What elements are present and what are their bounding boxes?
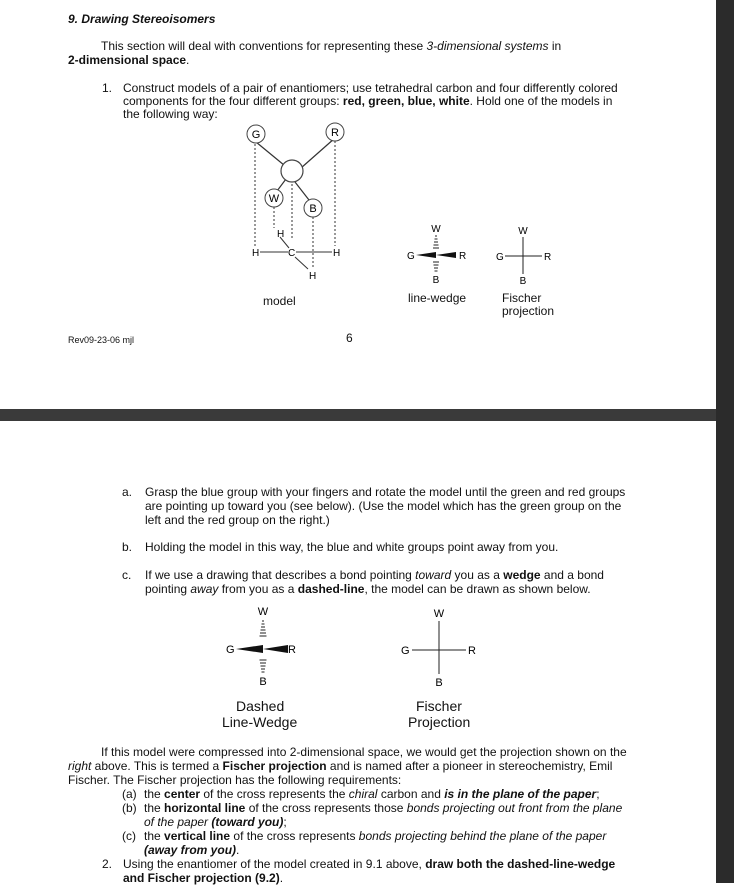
page-number: 6	[346, 331, 353, 345]
page-gap	[0, 409, 716, 421]
model-h-top: H	[277, 229, 285, 240]
model-h-right: H	[333, 248, 341, 259]
step-b-label: b.	[122, 540, 133, 554]
intro-line-2: 2-dimensional space.	[68, 53, 190, 67]
req-b-line-1: the horizontal line of the cross represents those bonds projecting out front from the plane	[144, 801, 623, 815]
fischer-projection-small	[492, 222, 560, 288]
line-wedge-caption: line-wedge	[408, 291, 467, 305]
model-drawing	[240, 118, 360, 293]
item-2-line-1: Using the enantiomer of the model created in 9.1 above, draw both the dashed-line-wedge	[123, 857, 616, 871]
model-h-left: H	[252, 248, 260, 259]
para-line-3: Fischer. The Fischer projection has the following requirements:	[68, 773, 402, 787]
model-caption: model	[263, 294, 296, 308]
lw-big-w: W	[257, 606, 269, 618]
fp-small-r: R	[544, 252, 552, 263]
req-c-label: (c)	[122, 829, 136, 843]
lw-big-b: B	[259, 676, 267, 688]
dashed-caption-2: Line-Wedge	[222, 714, 298, 730]
req-b-label: (b)	[122, 801, 137, 815]
step-c-line-2: pointing away from you as a dashed-line, the model can be drawn as shown below.	[145, 582, 591, 596]
fischer-caption-1: Fischer	[502, 291, 542, 305]
lw-small-g: G	[407, 251, 415, 262]
fischer-caption-2: projection	[502, 304, 555, 318]
dashed-line-wedge	[222, 604, 302, 688]
lw-small-b: B	[432, 275, 440, 286]
model-c: C	[288, 248, 296, 259]
step-a-label: a.	[122, 485, 133, 499]
fischer-big-caption-2: Projection	[408, 714, 471, 730]
line-wedge-small	[402, 222, 476, 288]
item-1-line-2: components for the four different groups: red, green, blue, white. Hold one of the models in	[123, 94, 613, 108]
fp-small-b: B	[519, 276, 527, 287]
fp-big-r: R	[468, 645, 476, 657]
section-heading	[68, 12, 215, 26]
req-b-line-2: of the paper (toward you);	[144, 815, 287, 829]
intro-line-1: This section will deal with conventions for representing these 3-dimensional systems in	[101, 39, 562, 53]
revision-note: Rev09-23-06 mjl	[68, 335, 135, 345]
fp-small-g: G	[496, 252, 504, 263]
lw-big-r: R	[288, 644, 296, 656]
step-a-line-2: are pointing up toward you (see below). (Use the model which has the green group on the	[145, 499, 622, 513]
item-2-number: 2.	[102, 857, 113, 871]
fp-big-b: B	[435, 677, 443, 688]
item-2-line-2: and Fischer projection (9.2).	[123, 871, 284, 885]
para-line-2: right above. This is termed a Fischer projection and is named after a pioneer in stereochemistry, Emil	[68, 759, 613, 773]
page-6	[0, 0, 716, 409]
model-h-bottom: H	[309, 271, 317, 282]
lw-small-r: R	[459, 251, 467, 262]
req-a-label: (a)	[122, 787, 137, 801]
req-a-text: the center of the cross represents the chiral carbon and is in the plane of the paper;	[144, 787, 600, 801]
para-line-1: If this model were compressed into 2-dimensional space, we would get the projection shown on the	[101, 745, 627, 759]
lw-big-g: G	[226, 644, 235, 656]
step-c-label: c.	[122, 568, 132, 582]
white-ball-label: W	[268, 193, 280, 205]
green-ball-label: G	[251, 129, 261, 141]
step-b-text: Holding the model in this way, the blue and white groups point away from you.	[145, 540, 559, 554]
step-c-line-1: If we use a drawing that describes a bond pointing toward you as a wedge and a bond	[145, 568, 604, 582]
req-c-line-2: (away from you).	[144, 843, 240, 857]
fp-small-w: W	[518, 226, 528, 237]
section-number: 9.	[68, 12, 79, 26]
blue-ball-label: B	[309, 203, 317, 215]
lw-small-w: W	[431, 224, 441, 235]
req-c-line-1: the vertical line of the cross represents bonds projecting behind the plane of the paper	[144, 829, 607, 843]
item-1-line-1: Construct models of a pair of enantiomers; use tetrahedral carbon and four differently colored	[123, 81, 618, 95]
step-a-line-1: Grasp the blue group with your fingers and rotate the model until the green and red groups	[145, 485, 626, 499]
red-ball-label: R	[331, 127, 339, 139]
item-1-number: 1.	[102, 81, 113, 95]
page-7	[0, 421, 716, 883]
fischer-big-caption-1: Fischer	[416, 698, 462, 714]
item-1-line-3: the following way:	[123, 107, 218, 121]
section-title: Drawing Stereoisomers	[81, 12, 216, 26]
carbon-ball	[281, 160, 303, 182]
step-a-line-3: left and the red group on the right.)	[145, 513, 330, 527]
scrollbar-track[interactable]	[716, 0, 734, 883]
fischer-projection-large	[396, 604, 486, 688]
fp-big-g: G	[401, 645, 410, 657]
dashed-caption-1: Dashed	[236, 698, 285, 714]
fp-big-w: W	[433, 608, 445, 620]
